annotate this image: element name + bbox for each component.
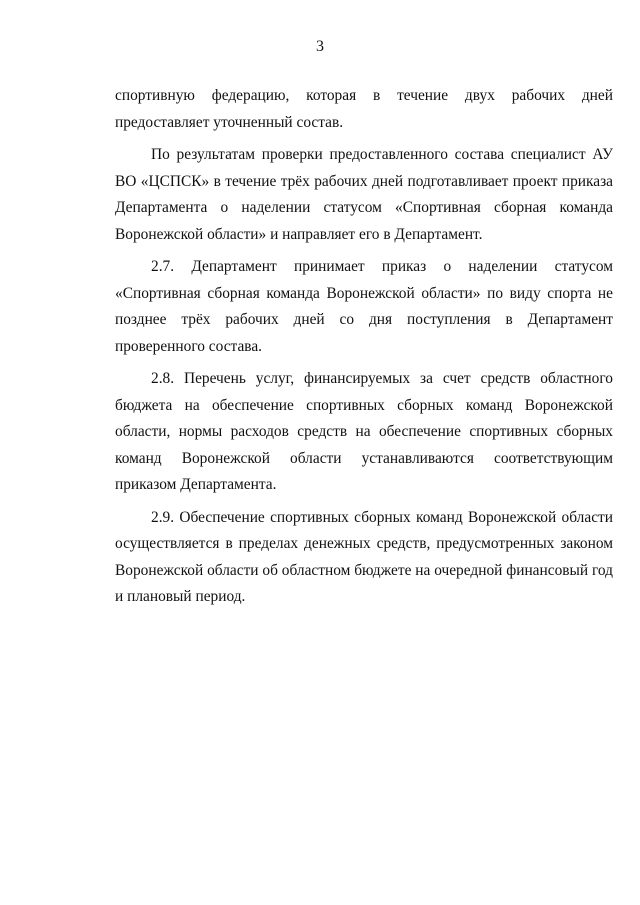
paragraph-2-8: 2.8. Перечень услуг, финансируемых за счет средств областного бюджета на обеспечение спортивных сборных команд Воронежской области, нормы расходов средств на обеспечение спортивных сборных команд Воронежской области устанавливаются соответствующим приказом Департамента.: [115, 370, 613, 493]
paragraph-2-9: 2.9. Обеспечение спортивных сборных команд Воронежской области осуществляется в пределах денежных средств, предусмотренных законом Воронежской области об областном бюджете на очередной финансовый год и плановый период.: [115, 508, 613, 605]
paragraph-verification: По результатам проверки предоставленного состава специалист АУ ВО «ЦСПСК» в течение трёх рабочих дней подготавливает проект приказа Департамента о наделении статусом «Спортивная сборная команда Воронежской области» и направляет его в Департамент.: [115, 146, 613, 243]
document-body: [115, 83, 613, 611]
paragraph-2-7: 2.7. Департамент принимает приказ о наделении статусом «Спортивная сборная команда Воронежской области» по виду спорта не позднее трёх рабочих дней со дня поступления в Департамент проверенного состава.: [115, 258, 613, 355]
paragraph-continuation: спортивную федерацию, которая в течение двух рабочих дней предоставляет уточненный состав.: [115, 87, 613, 131]
page-number: 3: [316, 38, 324, 55]
